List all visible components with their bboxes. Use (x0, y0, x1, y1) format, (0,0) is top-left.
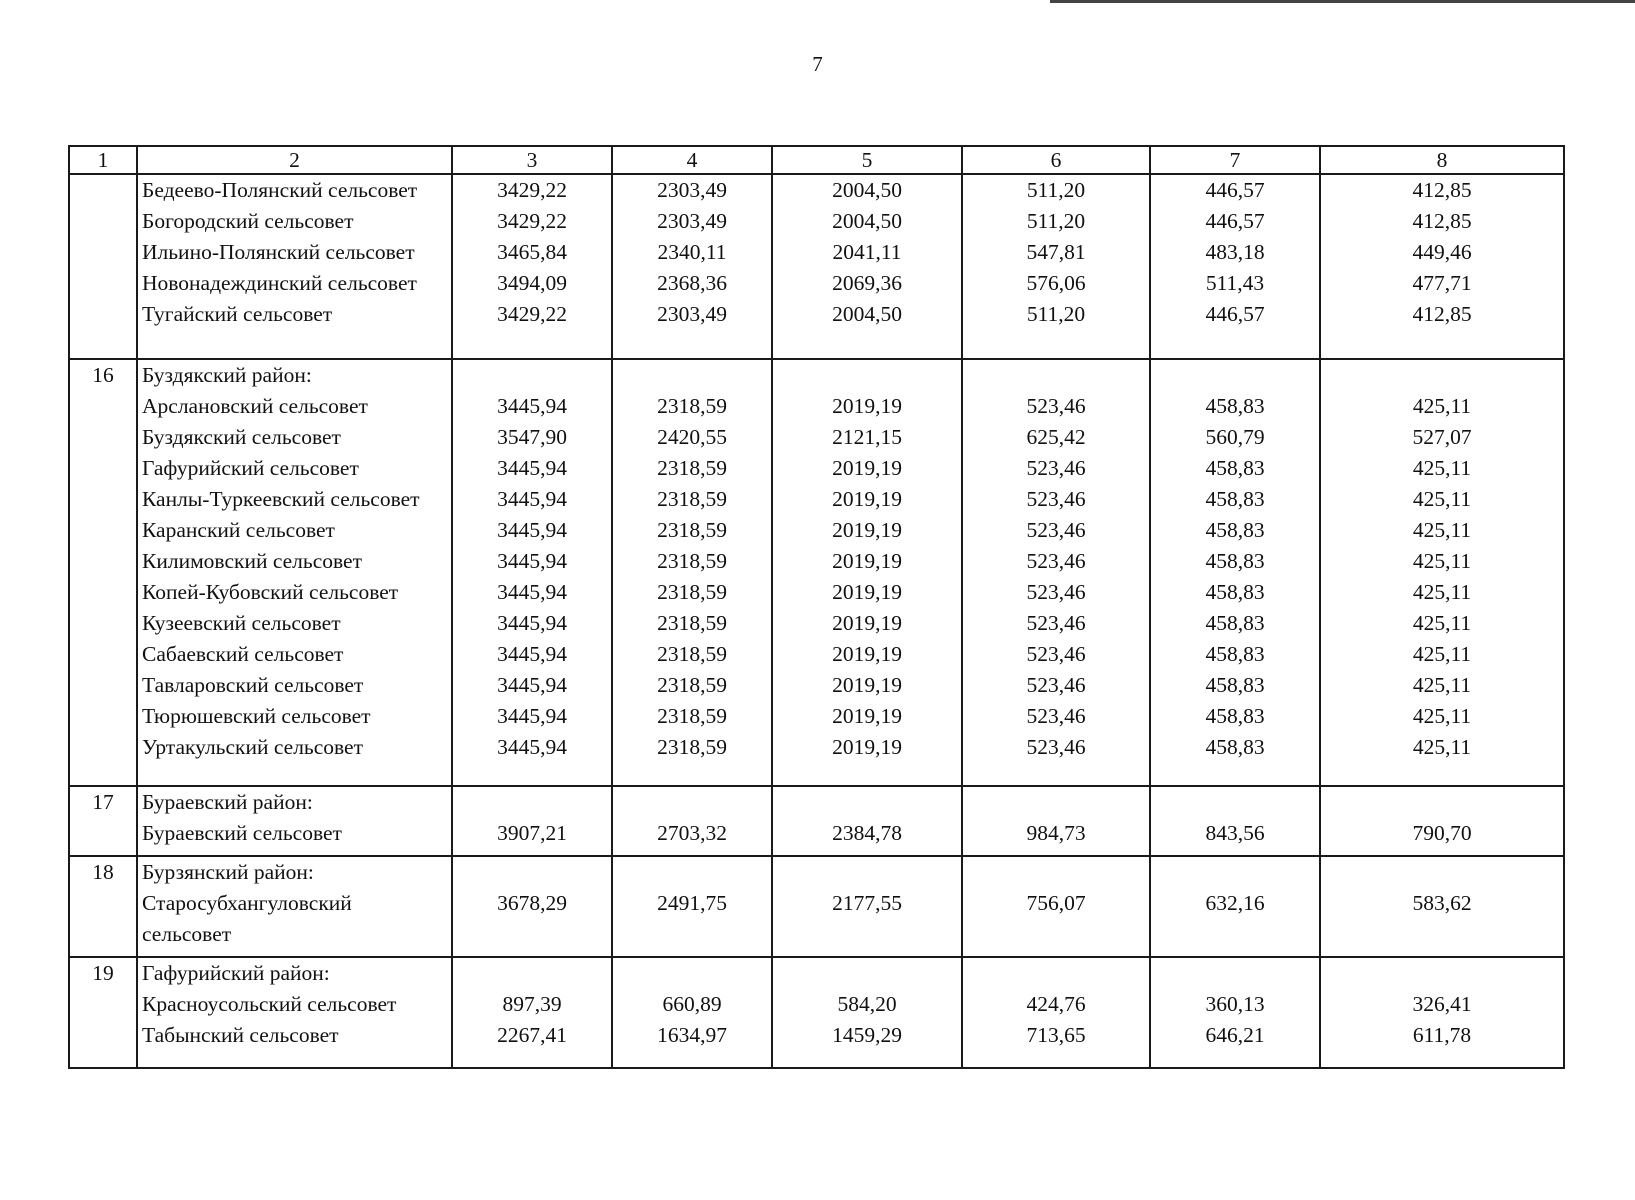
value: 632,16 (1205, 891, 1265, 915)
value: 584,20 (837, 992, 897, 1016)
value: 790,70 (1412, 821, 1472, 845)
col-header: 6 (962, 146, 1150, 174)
settlement-cell (137, 174, 452, 359)
value: 2019,19 (832, 611, 902, 635)
value: 425,11 (1412, 611, 1472, 635)
value: 547,81 (1026, 240, 1086, 264)
value: 412,85 (1412, 209, 1472, 233)
settlement-name: Кузеевский сельсовет (142, 611, 341, 635)
value-cell-col8 (1320, 174, 1564, 359)
value-cell-col8 (1320, 359, 1564, 786)
value: 3445,94 (497, 518, 567, 542)
settlement-name: Арслановский сельсовет (142, 394, 368, 418)
value: 2267,41 (497, 1023, 567, 1047)
value-cell-col6 (962, 786, 1150, 856)
value: 2318,59 (657, 456, 727, 480)
value: 458,83 (1205, 394, 1265, 418)
settlement-name: Бедеево-Полянский сельсовет (142, 178, 418, 202)
value: 425,11 (1412, 394, 1472, 418)
value-cell-col6 (962, 359, 1150, 786)
value: 2318,59 (657, 518, 727, 542)
value: 2069,36 (832, 271, 902, 295)
value: 3445,94 (497, 735, 567, 759)
settlement-name: Тавларовский сельсовет (142, 673, 364, 697)
value: 3429,22 (497, 302, 567, 326)
value: 2318,59 (657, 673, 727, 697)
value-cell-col4 (612, 174, 772, 359)
value: 523,46 (1026, 673, 1086, 697)
settlement-cell (137, 856, 452, 957)
col-header: 7 (1150, 146, 1320, 174)
tariff-table (68, 145, 1565, 1069)
district-name: Гафурийский район: (142, 961, 330, 985)
value: 843,56 (1205, 821, 1265, 845)
value: 523,46 (1026, 611, 1086, 635)
value: 2019,19 (832, 394, 902, 418)
col-header: 2 (137, 146, 452, 174)
value: 713,65 (1026, 1023, 1086, 1047)
value: 2019,19 (832, 518, 902, 542)
value: 425,11 (1412, 580, 1472, 604)
page-number: 7 (812, 52, 823, 76)
value: 3678,29 (497, 891, 567, 915)
value: 523,46 (1026, 456, 1086, 480)
value: 3429,22 (497, 209, 567, 233)
value: 2318,59 (657, 394, 727, 418)
row-number: 17 (69, 786, 137, 856)
value: 2340,11 (657, 240, 727, 264)
settlement-name: Красноусольский сельсовет (142, 992, 397, 1016)
settlement-cell (137, 957, 452, 1068)
value: 449,46 (1412, 240, 1472, 264)
settlement-name: Ильино-Полянский сельсовет (142, 240, 415, 264)
value: 3445,94 (497, 580, 567, 604)
settlement-name: Табынский сельсовет (142, 1023, 339, 1047)
value: 523,46 (1026, 580, 1086, 604)
value: 511,43 (1205, 271, 1265, 295)
value: 2004,50 (832, 302, 902, 326)
value: 2019,19 (832, 580, 902, 604)
value: 2703,32 (657, 821, 727, 845)
value: 425,11 (1412, 735, 1472, 759)
value: 583,62 (1412, 891, 1472, 915)
value: 2384,78 (832, 821, 902, 845)
col-header: 5 (772, 146, 962, 174)
value: 3445,94 (497, 487, 567, 511)
value-cell-col7 (1150, 786, 1320, 856)
value: 3907,21 (497, 821, 567, 845)
value: 2491,75 (657, 891, 727, 915)
table-group-row (69, 856, 1564, 957)
value: 511,20 (1026, 302, 1086, 326)
value: 2303,49 (657, 209, 727, 233)
settlement-name: Буздякский сельсовет (142, 425, 341, 449)
value: 2318,59 (657, 580, 727, 604)
value: 477,71 (1412, 271, 1472, 295)
value: 1459,29 (832, 1023, 902, 1047)
table-group-row (69, 174, 1564, 359)
value-cell-col8 (1320, 957, 1564, 1068)
value: 523,46 (1026, 642, 1086, 666)
value: 326,41 (1412, 992, 1472, 1016)
value: 3429,22 (497, 178, 567, 202)
value-cell-col4 (612, 957, 772, 1068)
value: 2318,59 (657, 735, 727, 759)
value: 646,21 (1205, 1023, 1265, 1047)
table-group-row (69, 359, 1564, 786)
value: 2303,49 (657, 178, 727, 202)
header-row (69, 146, 1564, 174)
district-name: Буздякский район: (142, 363, 312, 387)
value: 360,13 (1205, 992, 1265, 1016)
row-number (69, 174, 137, 359)
value: 2368,36 (657, 271, 727, 295)
value: 412,85 (1412, 302, 1472, 326)
value: 458,83 (1205, 735, 1265, 759)
value-cell-col5 (772, 359, 962, 786)
value-cell-col3 (452, 957, 612, 1068)
value: 3445,94 (497, 611, 567, 635)
value: 523,46 (1026, 487, 1086, 511)
value-cell-col6 (962, 856, 1150, 957)
value-cell-col7 (1150, 174, 1320, 359)
value: 458,83 (1205, 456, 1265, 480)
value-cell-col7 (1150, 856, 1320, 957)
row-number: 16 (69, 359, 137, 786)
value: 523,46 (1026, 549, 1086, 573)
value: 458,83 (1205, 611, 1265, 635)
value: 425,11 (1412, 518, 1472, 542)
value: 511,20 (1026, 209, 1086, 233)
value-cell-col6 (962, 957, 1150, 1068)
row-number: 18 (69, 856, 137, 957)
value-cell-col4 (612, 359, 772, 786)
value: 3547,90 (497, 425, 567, 449)
value: 3445,94 (497, 642, 567, 666)
value-cell-col3 (452, 856, 612, 957)
value: 458,83 (1205, 642, 1265, 666)
value: 425,11 (1412, 642, 1472, 666)
value: 2318,59 (657, 642, 727, 666)
value: 523,46 (1026, 518, 1086, 542)
value: 2121,15 (832, 425, 902, 449)
value-cell-col8 (1320, 856, 1564, 957)
value-cell-col4 (612, 786, 772, 856)
table-group-row (69, 957, 1564, 1068)
value: 425,11 (1412, 549, 1472, 573)
value: 523,46 (1026, 735, 1086, 759)
value-cell-col3 (452, 786, 612, 856)
value: 2318,59 (657, 611, 727, 635)
value: 3465,84 (497, 240, 567, 264)
value-cell-col3 (452, 174, 612, 359)
value-cell-col8 (1320, 786, 1564, 856)
value: 2318,59 (657, 704, 727, 728)
value: 2019,19 (832, 487, 902, 511)
settlement-cell (137, 359, 452, 786)
settlement-name: Бураевский сельсовет (142, 821, 342, 845)
value-cell-col5 (772, 856, 962, 957)
value: 425,11 (1412, 456, 1472, 480)
value: 2303,49 (657, 302, 727, 326)
settlement-name: Копей-Кубовский сельсовет (142, 580, 399, 604)
value: 2019,19 (832, 549, 902, 573)
district-name: Бураевский район: (142, 790, 313, 814)
value-cell-col7 (1150, 359, 1320, 786)
value: 412,85 (1412, 178, 1472, 202)
value: 3445,94 (497, 456, 567, 480)
settlement-name: Уртакульский сельсовет (142, 735, 363, 759)
value: 2041,11 (832, 240, 902, 264)
value: 458,83 (1205, 518, 1265, 542)
value-cell-col6 (962, 174, 1150, 359)
value: 483,18 (1205, 240, 1265, 264)
col-header: 3 (452, 146, 612, 174)
value: 660,89 (662, 992, 722, 1016)
settlement-cell (137, 786, 452, 856)
value-cell-col5 (772, 174, 962, 359)
settlement-name: Тугайский сельсовет (142, 302, 333, 326)
settlement-name: Сабаевский сельсовет (142, 642, 344, 666)
value: 3494,09 (497, 271, 567, 295)
value: 458,83 (1205, 673, 1265, 697)
col-header: 8 (1320, 146, 1564, 174)
value: 1634,97 (657, 1023, 727, 1047)
value: 2318,59 (657, 487, 727, 511)
value: 576,06 (1026, 271, 1086, 295)
value: 458,83 (1205, 487, 1265, 511)
value: 611,78 (1412, 1023, 1472, 1047)
value-cell-col5 (772, 957, 962, 1068)
table-group-row (69, 786, 1564, 856)
value: 2318,59 (657, 549, 727, 573)
value: 446,57 (1205, 178, 1265, 202)
value: 523,46 (1026, 394, 1086, 418)
value: 3445,94 (497, 673, 567, 697)
value-cell-col3 (452, 359, 612, 786)
value: 425,11 (1412, 487, 1472, 511)
value: 756,07 (1026, 891, 1086, 915)
value: 560,79 (1205, 425, 1265, 449)
value: 984,73 (1026, 821, 1086, 845)
settlement-name: Тюрюшевский сельсовет (142, 704, 371, 728)
value: 625,42 (1026, 425, 1086, 449)
value: 2004,50 (832, 209, 902, 233)
value: 425,11 (1412, 673, 1472, 697)
value: 897,39 (502, 992, 562, 1016)
district-name: Бурзянский район: (142, 860, 314, 884)
value: 3445,94 (497, 704, 567, 728)
value: 2019,19 (832, 704, 902, 728)
value: 3445,94 (497, 549, 567, 573)
value-cell-col5 (772, 786, 962, 856)
settlement-name: Гафурийский сельсовет (142, 456, 359, 480)
value: 2019,19 (832, 735, 902, 759)
value: 458,83 (1205, 549, 1265, 573)
value: 523,46 (1026, 704, 1086, 728)
value: 458,83 (1205, 580, 1265, 604)
value: 2420,55 (657, 425, 727, 449)
value: 446,57 (1205, 302, 1265, 326)
value: 527,07 (1412, 425, 1472, 449)
col-header: 4 (612, 146, 772, 174)
value: 2019,19 (832, 642, 902, 666)
settlement-name: Новонадеждинский сельсовет (142, 271, 417, 295)
value-cell-col4 (612, 856, 772, 957)
value: 446,57 (1205, 209, 1265, 233)
settlement-name: Старосубхангуловский сельсовет (142, 891, 352, 946)
value: 3445,94 (497, 394, 567, 418)
value: 425,11 (1412, 704, 1472, 728)
settlement-name: Килимовский сельсовет (142, 549, 362, 573)
value: 511,20 (1026, 178, 1086, 202)
row-number: 19 (69, 957, 137, 1068)
settlement-name: Каранский сельсовет (142, 518, 335, 542)
settlement-name: Богородский сельсовет (142, 209, 354, 233)
top-rule (1050, 0, 1635, 3)
value: 458,83 (1205, 704, 1265, 728)
value: 2019,19 (832, 456, 902, 480)
value: 2019,19 (832, 673, 902, 697)
value: 2004,50 (832, 178, 902, 202)
col-header: 1 (69, 146, 137, 174)
value: 2177,55 (832, 891, 902, 915)
value: 424,76 (1026, 992, 1086, 1016)
settlement-name: Канлы-Туркеевский сельсовет (142, 487, 420, 511)
value-cell-col7 (1150, 957, 1320, 1068)
